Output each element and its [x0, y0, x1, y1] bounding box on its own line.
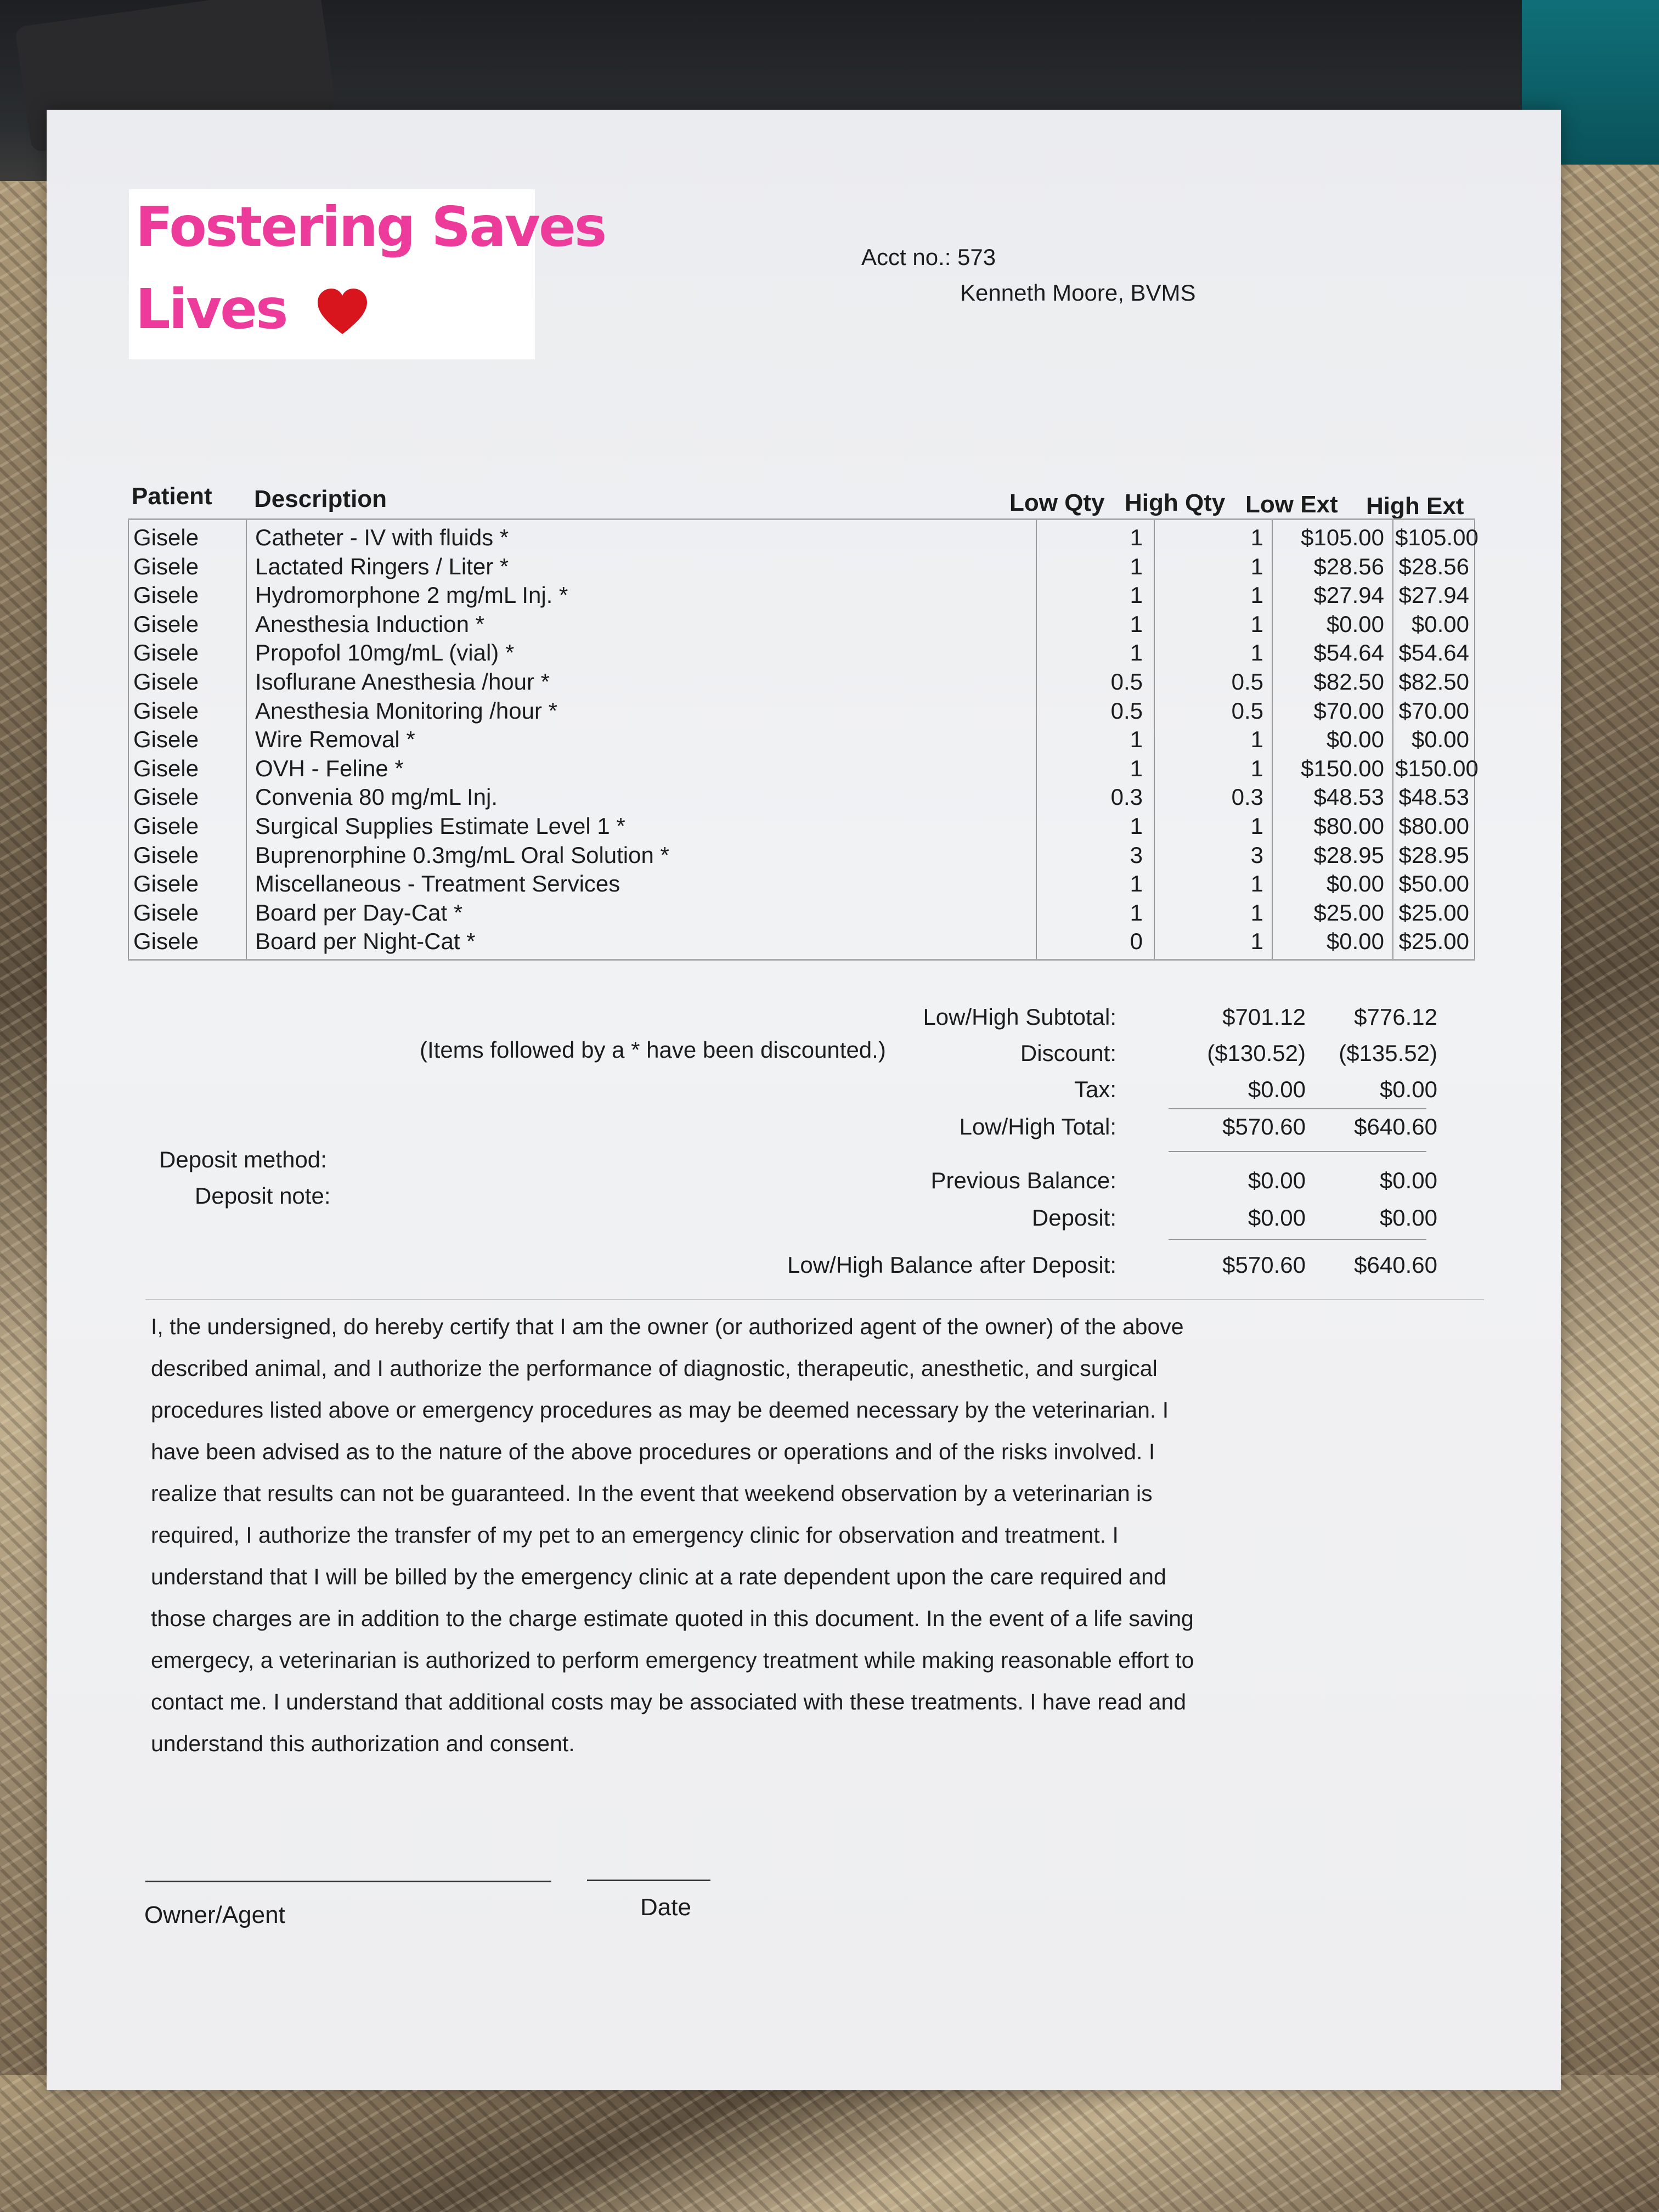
col-low-qty: Low Qty — [1009, 489, 1105, 516]
cell-high-qty: 1 — [1250, 553, 1263, 579]
cell-patient: Gisele — [133, 784, 199, 810]
cell-low-qty: 1 — [1130, 871, 1143, 897]
balance-after-low: $570.60 — [1222, 1252, 1306, 1278]
section-divider — [145, 1299, 1484, 1300]
table-row — [128, 755, 1479, 785]
cell-high-ext: $25.00 — [1398, 928, 1469, 955]
previous-balance-low: $0.00 — [1248, 1167, 1306, 1193]
discount-high: ($135.52) — [1339, 1040, 1437, 1066]
logo-line-2: Lives — [136, 277, 287, 341]
cell-high-ext: $80.00 — [1398, 813, 1469, 839]
cell-low-qty: 1 — [1130, 813, 1143, 839]
cell-low-ext: $70.00 — [1313, 697, 1384, 724]
total-high: $640.60 — [1354, 1114, 1437, 1139]
final-rule — [1169, 1239, 1426, 1240]
table-row — [128, 669, 1475, 698]
table-row — [128, 640, 1475, 669]
consent-line: described animal, and I authorize the performance of diagnostic, therapeutic, anesthetic, and surgical — [151, 1356, 1158, 1381]
cell-patient: Gisele — [133, 669, 199, 695]
cell-high-qty: 1 — [1250, 755, 1263, 781]
account-number: Acct no.: 573 — [861, 244, 996, 270]
cell-high-ext: $28.95 — [1398, 842, 1469, 868]
col-low-ext: Low Ext — [1245, 491, 1338, 518]
cell-description: Hydromorphone 2 mg/mL Inj. * — [255, 582, 568, 608]
cell-patient: Gisele — [133, 611, 199, 637]
cell-patient: Gisele — [133, 582, 199, 608]
cell-low-ext: $28.56 — [1313, 553, 1384, 579]
tax-label: Tax: — [1074, 1076, 1116, 1102]
consent-line: realize that results can not be guaranteed. In the event that weekend observation by a veterinarian is — [151, 1481, 1153, 1506]
discount-label: Discount: — [1020, 1040, 1116, 1066]
owner-agent-label: Owner/Agent — [144, 1901, 285, 1928]
cell-low-qty: 1 — [1130, 899, 1143, 926]
line-items-table — [128, 518, 1479, 961]
cell-high-ext: $54.64 — [1398, 640, 1469, 666]
cell-low-ext: $54.64 — [1313, 640, 1384, 666]
cell-low-qty: 1 — [1130, 611, 1143, 637]
consent-line: I, the undersigned, do hereby certify that I am the owner (or authorized agent of the owner) of the above — [151, 1314, 1184, 1339]
cell-high-ext: $150.00 — [1395, 755, 1479, 781]
consent-line: required, I authorize the transfer of my pet to an emergency clinic for observation and treatment. I — [151, 1522, 1119, 1548]
cell-description: Buprenorphine 0.3mg/mL Oral Solution * — [255, 842, 669, 868]
logo-line-1: Fostering Saves — [136, 195, 606, 259]
cell-low-qty: 0.3 — [1110, 784, 1143, 810]
table-row — [128, 784, 1475, 813]
cell-high-ext: $82.50 — [1398, 669, 1469, 695]
discount-low: ($130.52) — [1207, 1040, 1306, 1066]
subtotal-high: $776.12 — [1354, 1004, 1437, 1030]
balance-after-label: Low/High Balance after Deposit: — [787, 1252, 1116, 1278]
cell-high-ext: $0.00 — [1411, 726, 1469, 753]
cell-high-ext: $48.53 — [1398, 784, 1469, 810]
table-row — [128, 698, 1475, 727]
consent-paragraph — [151, 1306, 1347, 1764]
cell-high-ext: $105.00 — [1395, 524, 1479, 550]
table-row — [128, 726, 1475, 755]
total-low: $570.60 — [1222, 1114, 1306, 1139]
cell-patient: Gisele — [133, 697, 199, 724]
table-row — [128, 842, 1475, 871]
cell-high-qty: 1 — [1250, 524, 1263, 550]
cell-high-qty: 1 — [1250, 582, 1263, 608]
consent-line: emergecy, a veterinarian is authorized to perform emergency treatment while making reasonable effort to — [151, 1647, 1194, 1673]
table-row — [128, 900, 1475, 929]
cell-low-qty: 1 — [1130, 640, 1143, 666]
veterinarian-name: Kenneth Moore, BVMS — [960, 280, 1196, 306]
cell-patient: Gisele — [133, 755, 199, 781]
deposit-method-label: Deposit method: — [159, 1147, 327, 1172]
cell-low-ext: $150.00 — [1301, 755, 1384, 781]
cell-high-qty: 1 — [1250, 813, 1263, 839]
cell-low-qty: 0 — [1130, 928, 1143, 955]
cell-description: Wire Removal * — [255, 726, 415, 753]
cell-high-qty: 0.5 — [1231, 697, 1263, 724]
consent-line: understand that I will be billed by the emergency clinic at a rate dependent upon the care required and — [151, 1564, 1166, 1589]
consent-line: procedures listed above or emergency procedures as may be deemed necessary by the veterinarian. I — [151, 1397, 1169, 1423]
cell-patient: Gisele — [133, 640, 199, 666]
cell-description: Convenia 80 mg/mL Inj. — [255, 784, 498, 810]
cell-low-qty: 1 — [1130, 726, 1143, 753]
consent-line: contact me. I understand that additional costs may be associated with these treatments. I have read and — [151, 1689, 1187, 1714]
discount-note: (Items followed by a * have been discounted.) — [420, 1037, 886, 1063]
cell-patient: Gisele — [133, 524, 199, 550]
table-row — [128, 554, 1475, 583]
granite-counter-right — [1560, 165, 1659, 2212]
cell-high-qty: 1 — [1250, 640, 1263, 666]
cell-high-ext: $50.00 — [1398, 871, 1469, 897]
previous-balance-label: Previous Balance: — [930, 1167, 1116, 1193]
table-row — [128, 928, 1475, 957]
table-row — [128, 582, 1475, 611]
col-high-ext: High Ext — [1366, 493, 1464, 520]
total-label: Low/High Total: — [959, 1114, 1116, 1139]
owner-signature-line — [145, 1881, 551, 1882]
table-header — [47, 483, 1561, 520]
cell-low-qty: 0.5 — [1110, 669, 1143, 695]
heart-icon — [315, 286, 370, 341]
table-row — [128, 524, 1479, 554]
cell-high-ext: $28.56 — [1398, 553, 1469, 579]
cell-description: Board per Day-Cat * — [255, 899, 463, 926]
cell-low-qty: 1 — [1130, 582, 1143, 608]
col-patient: Patient — [132, 483, 212, 510]
cell-patient: Gisele — [133, 726, 199, 753]
cell-high-qty: 1 — [1250, 611, 1263, 637]
cell-low-qty: 0.5 — [1110, 697, 1143, 724]
cell-description: Propofol 10mg/mL (vial) * — [255, 640, 515, 666]
cell-low-ext: $105.00 — [1301, 524, 1384, 550]
deposit-note-label: Deposit note: — [195, 1183, 331, 1209]
tax-low: $0.00 — [1248, 1076, 1306, 1102]
cell-description: Surgical Supplies Estimate Level 1 * — [255, 813, 625, 839]
balance-after-high: $640.60 — [1354, 1252, 1437, 1278]
cell-high-ext: $25.00 — [1398, 899, 1469, 926]
cell-high-qty: 1 — [1250, 899, 1263, 926]
col-high-qty: High Qty — [1125, 489, 1226, 516]
cell-patient: Gisele — [133, 813, 199, 839]
date-label: Date — [640, 1894, 691, 1921]
deposit-high: $0.00 — [1379, 1205, 1437, 1231]
table-row — [128, 611, 1475, 640]
previous-balance-high: $0.00 — [1379, 1167, 1437, 1193]
consent-line: have been advised as to the nature of the above procedures or operations and of the risks involved. I — [151, 1439, 1155, 1464]
fostering-logo — [129, 189, 606, 359]
cell-patient: Gisele — [133, 842, 199, 868]
cell-high-ext: $0.00 — [1411, 611, 1469, 637]
cell-low-qty: 1 — [1130, 755, 1143, 781]
estimate-document — [47, 110, 1561, 2090]
deposit-low: $0.00 — [1248, 1205, 1306, 1231]
deposit-label: Deposit: — [1031, 1205, 1116, 1231]
cell-low-ext: $0.00 — [1326, 611, 1384, 637]
cell-high-qty: 0.5 — [1231, 669, 1263, 695]
cell-high-qty: 1 — [1250, 726, 1263, 753]
cell-high-qty: 1 — [1250, 871, 1263, 897]
subtotal-label: Low/High Subtotal: — [923, 1004, 1116, 1030]
cell-patient: Gisele — [133, 928, 199, 955]
granite-counter-bottom — [0, 2075, 1659, 2212]
consent-line: those charges are in addition to the charge estimate quoted in this document. In the event of a life saving — [151, 1606, 1194, 1631]
cell-description: Lactated Ringers / Liter * — [255, 553, 509, 579]
cell-patient: Gisele — [133, 871, 199, 897]
cell-high-ext: $70.00 — [1398, 697, 1469, 724]
cell-description: Board per Night-Cat * — [255, 928, 476, 955]
table-row — [128, 871, 1475, 900]
total-rule — [1169, 1108, 1426, 1109]
cell-low-qty: 3 — [1130, 842, 1143, 868]
cell-high-qty: 3 — [1250, 842, 1263, 868]
cell-low-qty: 1 — [1130, 524, 1143, 550]
balance-rule — [1169, 1151, 1426, 1152]
date-signature-line — [587, 1880, 710, 1881]
cell-low-ext: $48.53 — [1313, 784, 1384, 810]
cell-low-ext: $27.94 — [1313, 582, 1384, 608]
cell-low-ext: $0.00 — [1326, 726, 1384, 753]
cell-low-ext: $25.00 — [1313, 899, 1384, 926]
cell-low-qty: 1 — [1130, 553, 1143, 579]
cell-description: Anesthesia Induction * — [255, 611, 484, 637]
cell-description: Catheter - IV with fluids * — [255, 524, 509, 550]
cell-patient: Gisele — [133, 553, 199, 579]
tax-high: $0.00 — [1379, 1076, 1437, 1102]
cell-description: Miscellaneous - Treatment Services — [255, 871, 620, 897]
cell-description: Isoflurane Anesthesia /hour * — [255, 669, 550, 695]
cell-high-ext: $27.94 — [1398, 582, 1469, 608]
cell-description: Anesthesia Monitoring /hour * — [255, 697, 557, 724]
cell-high-qty: 1 — [1250, 928, 1263, 955]
subtotal-low: $701.12 — [1222, 1004, 1306, 1030]
cell-low-ext: $82.50 — [1313, 669, 1384, 695]
cell-low-ext: $80.00 — [1313, 813, 1384, 839]
cell-low-ext: $0.00 — [1326, 871, 1384, 897]
cell-low-ext: $28.95 — [1313, 842, 1384, 868]
col-description: Description — [254, 486, 387, 512]
cell-high-qty: 0.3 — [1231, 784, 1263, 810]
cell-description: OVH - Feline * — [255, 755, 404, 781]
cell-low-ext: $0.00 — [1326, 928, 1384, 955]
cell-patient: Gisele — [133, 899, 199, 926]
consent-line: understand this authorization and consent. — [151, 1731, 575, 1756]
table-row — [128, 813, 1475, 842]
